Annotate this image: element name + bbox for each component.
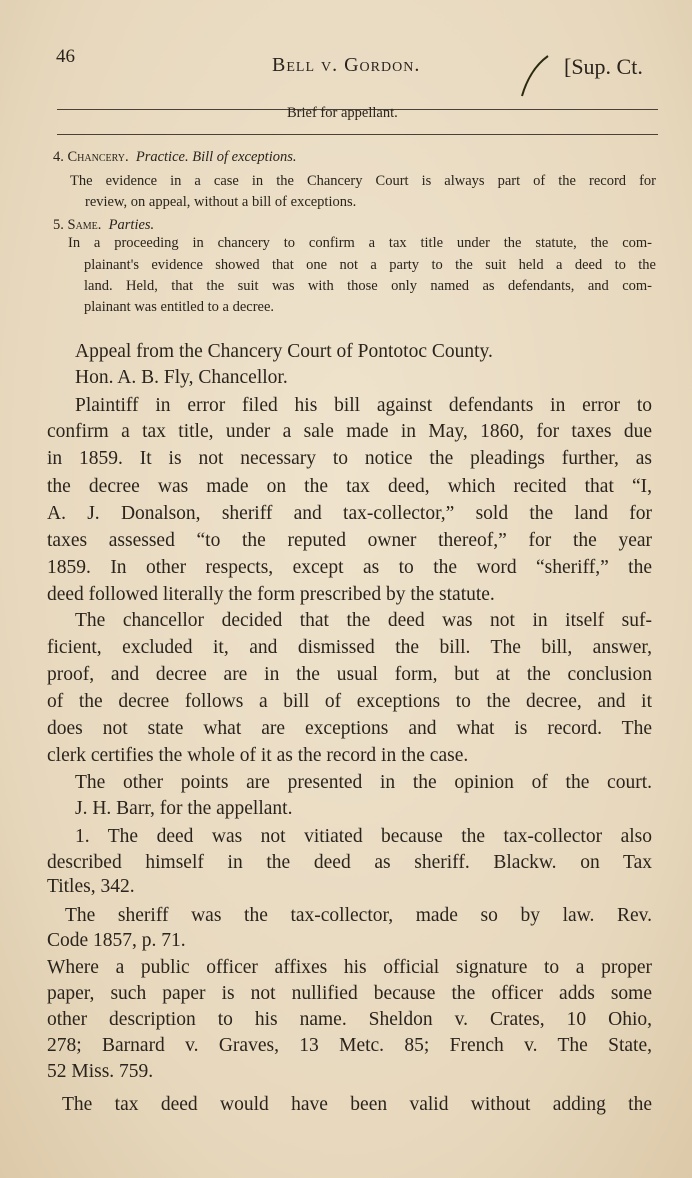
body-line: The other points are presented in the opinion of the court.: [75, 772, 652, 793]
headnote-line: plainant was entitled to a decree.: [84, 299, 275, 315]
headnote-line: land. Held, that the suit was with those only named as defendants, and com-: [84, 278, 652, 294]
body-line: The chancellor decided that the deed was not in itself suf-: [75, 610, 652, 631]
divider: [57, 134, 658, 135]
body-line: of the decree follows a bill of exceptions to the decree, and it: [47, 691, 652, 712]
body-line: J. H. Barr, for the appellant.: [75, 798, 293, 819]
body-line: in 1859. It is not necessary to notice the pleadings further, as: [47, 448, 652, 469]
body-line: The tax deed would have been valid without adding the: [62, 1094, 652, 1115]
headnote-line: In a proceeding in chancery to confirm a tax title under the statute, the com-: [68, 235, 652, 251]
body-line: Titles, 342.: [47, 876, 135, 897]
body-line: 1. The deed was not vitiated because the tax-collector also: [75, 826, 652, 847]
headnote-4-heading: 4. Chancery. Practice. Bill of exceptions.: [53, 149, 297, 165]
headnote-line: The evidence in a case in the Chancery Court is always part of the record for: [70, 173, 656, 189]
body-line: ficient, excluded it, and dismissed the bill. The bill, answer,: [47, 637, 652, 658]
section-subtitle: Brief for appellant.: [287, 105, 398, 121]
body-line: does not state what are exceptions and what is record. The: [47, 718, 652, 739]
body-line: the decree was made on the tax deed, which recited that “I,: [47, 476, 652, 497]
body-line: A. J. Donalson, sheriff and tax-collector,” sold the land for: [47, 503, 652, 524]
headnote-line: review, on appeal, without a bill of exceptions.: [85, 194, 357, 210]
body-line: 1859. In other respects, except as to the word “sheriff,” the: [47, 557, 652, 578]
body-line: clerk certifies the whole of it as the record in the case.: [47, 745, 469, 766]
page-number: 46: [56, 46, 75, 67]
body-line: 278; Barnard v. Graves, 13 Metc. 85; French v. The State,: [47, 1035, 652, 1056]
body-line: proof, and decree are in the usual form, but at the conclusion: [47, 664, 652, 685]
body-line: deed followed literally the form prescribed by the statute.: [47, 584, 495, 605]
headnote-line: plainant's evidence showed that one not a party to the suit held a deed to the: [84, 257, 656, 273]
court-label: [Sup. Ct.: [564, 54, 643, 79]
body-line: paper, such paper is not nullified because the officer adds some: [47, 983, 652, 1004]
body-line: 52 Miss. 759.: [47, 1061, 154, 1082]
running-title: Bell v. Gordon.: [272, 54, 421, 76]
body-line: other description to his name. Sheldon v. Crates, 10 Ohio,: [47, 1009, 652, 1030]
body-line: taxes assessed “to the reputed owner thereof,” for the year: [47, 530, 652, 551]
headnote-5-heading: 5. Same. Parties.: [53, 217, 155, 233]
body-line: Hon. A. B. Fly, Chancellor.: [75, 367, 288, 388]
body-line: Appeal from the Chancery Court of Pontotoc County.: [75, 341, 493, 362]
body-line: confirm a tax title, under a sale made in May, 1860, for taxes due: [47, 421, 652, 442]
body-line: Code 1857, p. 71.: [47, 930, 186, 951]
body-line: Plaintiff in error filed his bill against defendants in error to: [75, 395, 652, 416]
body-line: The sheriff was the tax-collector, made so by law. Rev.: [65, 905, 652, 926]
body-line: Where a public officer affixes his official signature to a proper: [47, 957, 652, 978]
body-line: described himself in the deed as sheriff. Blackw. on Tax: [47, 852, 652, 873]
pen-mark-icon: [520, 52, 552, 98]
